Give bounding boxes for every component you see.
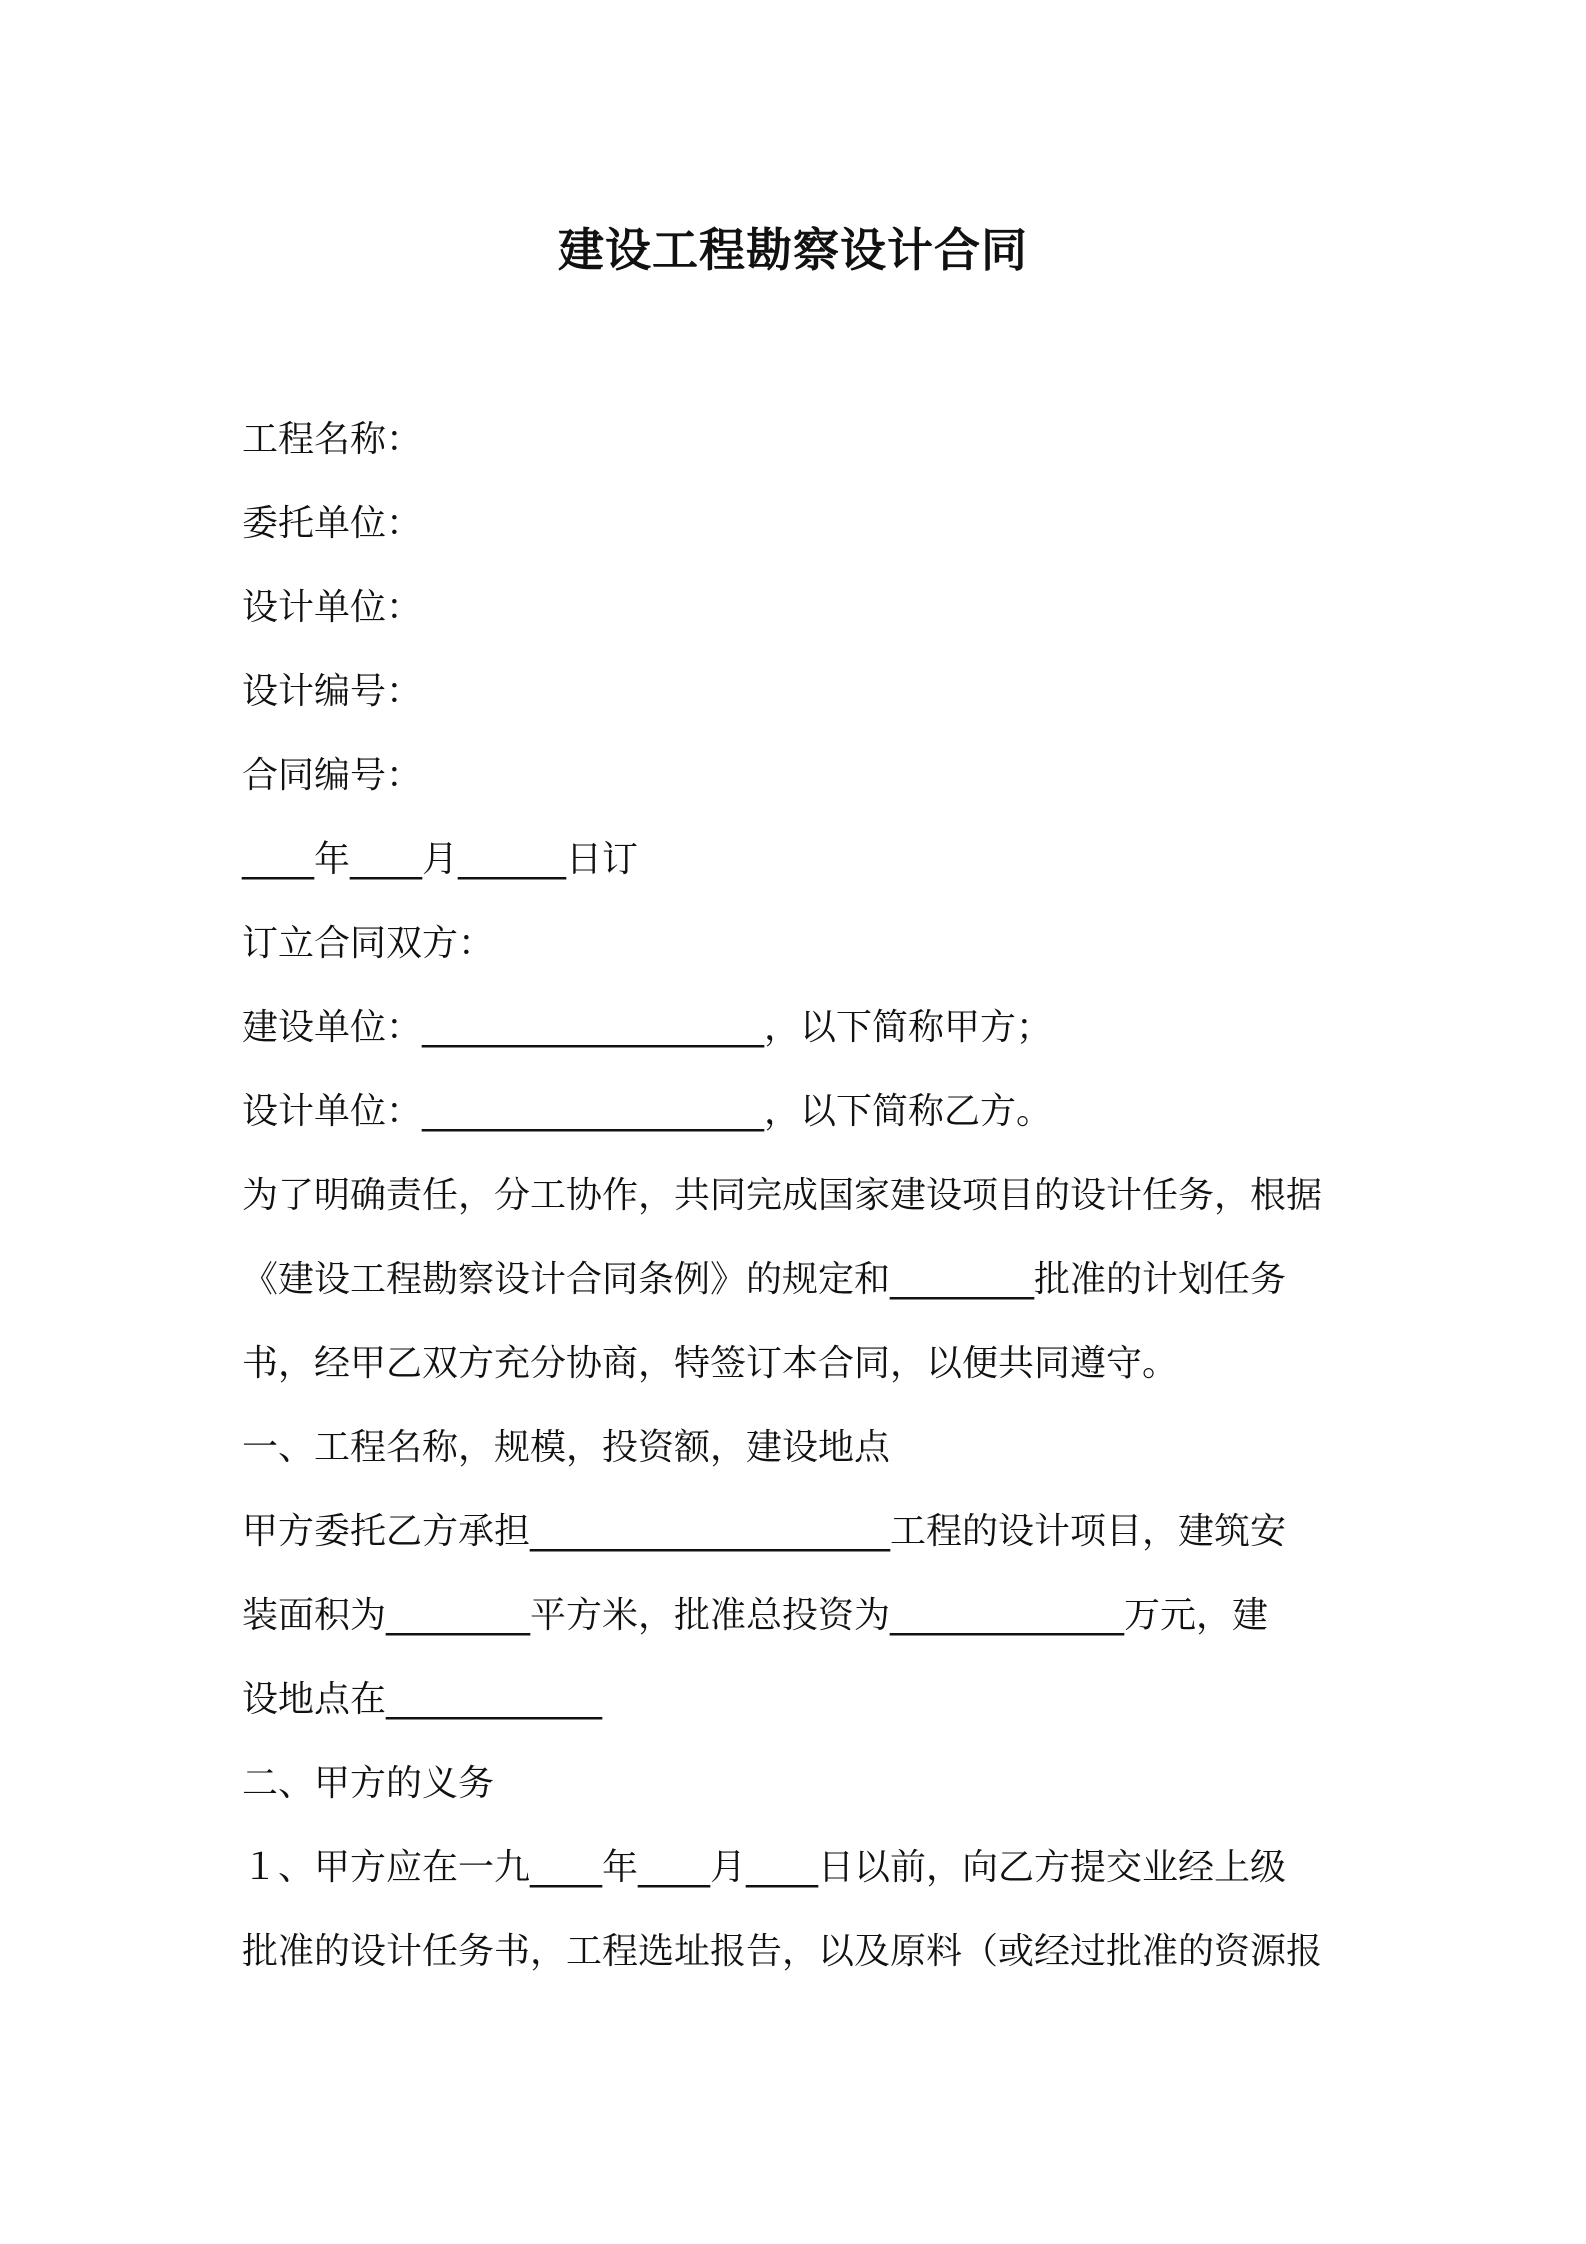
clause-1-line-2: 批准的设计任务书，工程选址报告，以及原料（或经过批准的资源报 — [242, 1931, 1323, 1972]
signing-date-line: ____年____月______日订 — [242, 839, 639, 880]
section-1-line-1: 甲方委托乙方承担____________________工程的设计项目，建筑安 — [242, 1511, 1287, 1552]
clause-1-line-1: １、甲方应在一九____年____月____日以前，向乙方提交业经上级 — [242, 1847, 1287, 1888]
contract-parties-heading: 订立合同双方： — [242, 923, 495, 964]
field-design-unit: 设计单位： — [242, 587, 423, 628]
section-1-line-3: 设地点在____________ — [242, 1679, 603, 1720]
field-design-number: 设计编号： — [242, 671, 423, 712]
preamble-line-3: 书，经甲乙双方充分协商，特签订本合同，以便共同遵守。 — [242, 1343, 1179, 1384]
field-contract-number: 合同编号： — [242, 755, 423, 796]
party-b-line: 设计单位：___________________，以下简称乙方。 — [242, 1091, 1053, 1132]
section-1-heading: 一、工程名称，规模，投资额，建设地点 — [242, 1427, 891, 1468]
preamble-line-2: 《建设工程勘察设计合同条例》的规定和________批准的计划任务 — [242, 1259, 1287, 1300]
section-2-heading: 二、甲方的义务 — [242, 1763, 495, 1804]
field-project-name: 工程名称： — [242, 419, 423, 460]
field-entrusting-unit: 委托单位： — [242, 503, 423, 544]
section-1-line-2: 装面积为________平方米，批准总投资为_____________万元，建 — [242, 1595, 1269, 1636]
party-a-line: 建设单位：___________________，以下简称甲方； — [242, 1007, 1053, 1048]
document-title: 建设工程勘察设计合同 — [558, 223, 1028, 277]
preamble-line-1: 为了明确责任，分工协作，共同完成国家建设项目的设计任务，根据 — [242, 1175, 1323, 1216]
